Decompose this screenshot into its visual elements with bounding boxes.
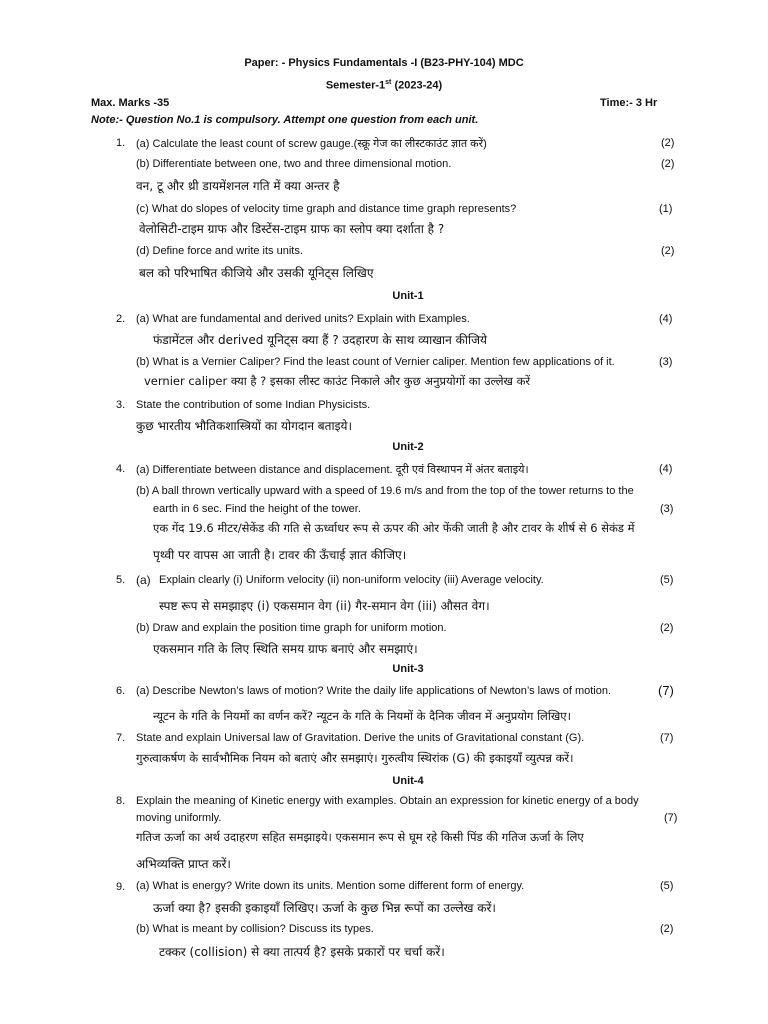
unit-2-heading: Unit-2 bbox=[392, 441, 424, 453]
question-9b-hindi: टक्कर (collision) से क्या तात्पर्य है? इसके प्रकारों पर चर्चा करें। bbox=[159, 945, 445, 959]
question-1d-marks: (2) bbox=[661, 245, 675, 257]
question-2a-marks: (4) bbox=[659, 313, 673, 325]
question-8-hindi-line1: गतिज ऊर्जा का अर्थ उदाहरण सहित समझाइये। एकसमान रूप से घूम रहे किसी पिंड की गतिज ऊर्जा के लिए bbox=[136, 830, 584, 844]
question-1-number: 1. bbox=[116, 137, 126, 149]
max-marks: Max. Marks -35 bbox=[91, 97, 170, 109]
question-4a-marks: (4) bbox=[659, 463, 673, 475]
question-9a-hindi: ऊर्जा क्या है? इसकी इकाइयाँ लिखिए। ऊर्जा के कुछ भिन्न रूपों का उल्लेख करें। bbox=[153, 901, 496, 915]
question-6a: (a) Describe Newton’s laws of motion? Write the daily life applications of Newton’s laws of motion. bbox=[136, 685, 612, 697]
question-1c-marks: (1) bbox=[659, 203, 673, 215]
question-6a-marks: (7) bbox=[658, 683, 674, 698]
question-4b-line2: earth in 6 sec. Find the height of the tower. bbox=[153, 503, 361, 515]
question-3: State the contribution of some Indian Physicists. bbox=[136, 399, 371, 411]
question-7-hindi: गुरुत्वाकर्षण के सार्वभौमिक नियम को बताएं और समझाएं। गुरुत्वीय स्थिरांक (G) की इकाइयाँ व्युत्पन्न करें। bbox=[136, 751, 574, 765]
question-5b: (b) Draw and explain the position time graph for uniform motion. bbox=[136, 622, 447, 634]
question-2b-hindi: vernier caliper क्या है ? इसका लीस्ट काउंट निकाले और कुछ अनुप्रयोगों का उल्लेख करें bbox=[144, 374, 531, 388]
question-8-number: 8. bbox=[116, 795, 126, 807]
question-4b-hindi-line2: पृथ्वी पर वापस आ जाती है। टावर की ऊँचाई ज्ञात कीजिए। bbox=[153, 548, 407, 562]
question-7-number: 7. bbox=[116, 732, 126, 744]
question-5a: Explain clearly (i) Uniform velocity (ii) non-uniform velocity (iii) Average velocity. bbox=[159, 574, 544, 586]
question-6a-hindi: न्यूटन के गति के नियमों का वर्णन करें? न्यूटन के गति के नियमों के दैनिक जीवन में अनुप्रयोग लिखिए। bbox=[153, 709, 571, 723]
question-8-hindi-line2: अभिव्यक्ति प्राप्त करें। bbox=[136, 857, 231, 871]
question-4b-marks: (3) bbox=[660, 503, 674, 515]
unit-1-heading: Unit-1 bbox=[392, 290, 424, 302]
paper-title: Paper: - Physics Fundamentals -I (B23-PHY-104) MDC bbox=[244, 57, 524, 69]
semester-sup: st bbox=[385, 79, 392, 86]
question-1b-marks: (2) bbox=[661, 158, 675, 170]
question-2b: (b) What is a Vernier Caliper? Find the least count of Vernier caliper. Mention few applications of it. bbox=[136, 356, 615, 368]
question-2-number: 2. bbox=[116, 313, 126, 325]
question-4a: (a) Differentiate between distance and displacement. दूरी एवं विस्थापन में अंतर बताइये। bbox=[136, 464, 529, 476]
question-7: State and explain Universal law of Gravitation. Derive the units of Gravitational constant (G). bbox=[136, 732, 585, 744]
question-4-number: 4. bbox=[116, 463, 126, 475]
question-1d-hindi: बल को परिभाषित कीजिये और उसकी यूनिट्स लिखिए bbox=[139, 266, 374, 280]
question-4b-line1: (b) A ball thrown vertically upward with a speed of 19.6 m/s and from the top of the tower returns to the bbox=[136, 485, 634, 497]
question-9b: (b) What is meant by collision? Discuss its types. bbox=[136, 923, 374, 935]
time-allowed: Time:- 3 Hr bbox=[600, 97, 658, 109]
question-6-number: 6. bbox=[116, 685, 126, 697]
question-1d: (d) Define force and write its units. bbox=[136, 245, 303, 257]
question-9a: (a) What is energy? Write down its units. Mention some different form of energy. bbox=[136, 880, 525, 892]
question-5b-marks: (2) bbox=[660, 622, 674, 634]
question-1b-hindi: वन, टू और थ्री डायमेंशनल गति में क्या अन्तर है bbox=[136, 179, 340, 193]
question-8-line1: Explain the meaning of Kinetic energy with examples. Obtain an expression for kinetic energy of a body bbox=[136, 795, 639, 807]
semester-line bbox=[0, 79, 768, 92]
question-8-line2: moving uniformly. bbox=[136, 812, 222, 824]
question-1a: (a) Calculate the least count of screw gauge.(स्क्रू गेज का लीस्टकाउंट ज्ञात करें) bbox=[136, 138, 487, 150]
question-5a-label: (a) bbox=[136, 573, 151, 587]
question-3-number: 3. bbox=[116, 399, 126, 411]
question-5a-hindi: स्पष्ट रूप से समझाइए (i) एकसमान वेग (ii) गैर-समान वेग (iii) औसत वेग। bbox=[159, 599, 490, 613]
question-2b-marks: (3) bbox=[659, 356, 673, 368]
question-5-number: 5. bbox=[116, 574, 126, 586]
question-1c: (c) What do slopes of velocity time graph and distance time graph represents? bbox=[136, 203, 517, 215]
instructions-note: Note:- Question No.1 is compulsory. Attempt one question from each unit. bbox=[91, 114, 479, 126]
question-2a-hindi: फंडामेंटल और derived यूनिट्स क्या हैं ? उदहारण के साथ व्याखान कीजिये bbox=[153, 333, 487, 347]
unit-3-heading: Unit-3 bbox=[392, 663, 424, 675]
question-3-hindi: कुछ भारतीय भौतिकशास्त्रियों का योगदान बताइये। bbox=[136, 419, 352, 433]
question-9b-marks: (2) bbox=[660, 923, 674, 935]
question-1a-marks: (2) bbox=[661, 137, 675, 149]
question-7-marks: (7) bbox=[660, 732, 674, 744]
question-9-number: 9. bbox=[116, 881, 126, 893]
semester-main: Semester-1 bbox=[325, 79, 386, 92]
question-4b-hindi-line1: एक गेंद 19.6 मीटर/सेकेंड की गति से ऊर्ध्वाधर रूप से ऊपर की ओर फेंकी जाती है और टावर के शीर्ष से 6 सेकंड में bbox=[153, 521, 635, 535]
question-9a-marks: (5) bbox=[660, 880, 674, 892]
question-5a-marks: (5) bbox=[660, 574, 674, 586]
question-8-marks: (7) bbox=[664, 812, 678, 824]
question-1c-hindi: वेलोसिटी-टाइम ग्राफ और डिस्टेंस-टाइम ग्राफ का स्लोप क्या दर्शाता है ? bbox=[139, 222, 445, 236]
question-2a: (a) What are fundamental and derived units? Explain with Examples. bbox=[136, 313, 470, 325]
question-1b: (b) Differentiate between one, two and three dimensional motion. bbox=[136, 158, 452, 170]
semester-year: (2023-24) bbox=[391, 79, 443, 92]
question-5b-hindi: एकसमान गति के लिए स्थिति समय ग्राफ बनाएं और समझाएं। bbox=[153, 642, 418, 656]
unit-4-heading: Unit-4 bbox=[392, 775, 424, 787]
